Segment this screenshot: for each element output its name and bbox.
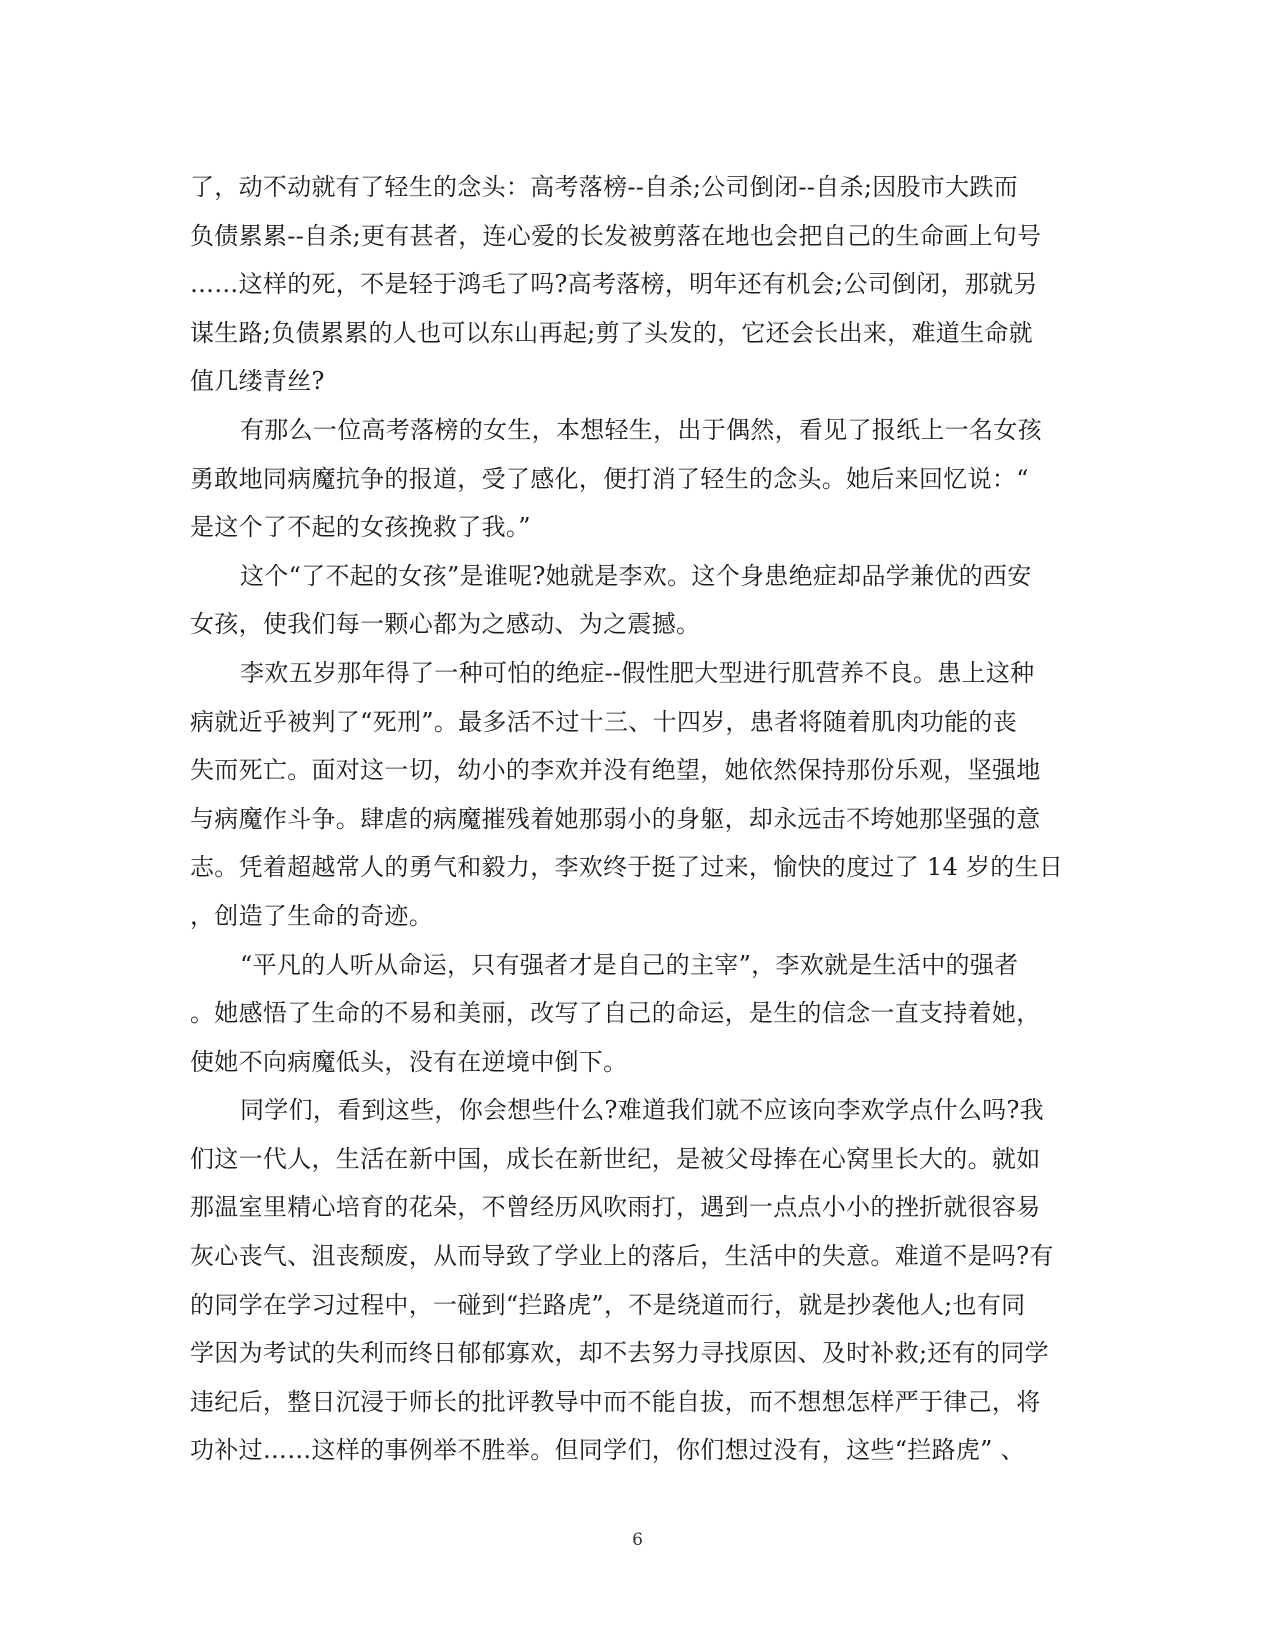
text-line: 志。凭着超越常人的勇气和毅力，李欢终于挺了过来，愉快的度过了 14 岁的生日 (190, 853, 1064, 882)
paragraph-first-line: 有那么一位高考落榜的女生，本想轻生，出于偶然，看见了报纸上一名女孩 (240, 415, 1042, 444)
text-line: 。她感悟了生命的不易和美丽，改写了自己的命运，是生的信念一直支持着她， (190, 999, 1041, 1028)
text-line: 勇敢地同病魔抗争的报道，受了感化，便打消了轻生的念头。她后来回忆说：“ (190, 464, 1029, 493)
page-number: 6 (632, 1530, 643, 1550)
text-line: 与病魔作斗争。肆虐的病魔摧残着她那弱小的身躯，却永远击不垮她那坚强的意 (190, 804, 1041, 833)
paragraph-first-line: 这个“了不起的女孩”是谁呢?她就是李欢。这个身患绝症却品学兼优的西安 (240, 561, 1032, 590)
text-line: 负债累累--自杀;更有甚者，连心爱的长发被剪落在地也会把自己的生命画上句号 (190, 221, 1042, 250)
text-line: 值几缕青丝? (190, 367, 325, 396)
paragraph-first-line: “平凡的人听从命运，只有强者才是自己的主宰”，李欢就是生活中的强者 (240, 950, 1019, 979)
text-line: ……这样的死，不是轻于鸿毛了吗?高考落榜，明年还有机会;公司倒闭，那就另 (190, 270, 1038, 299)
text-line: 女孩，使我们每一颗心都为之感动、为之震撼。 (190, 610, 701, 639)
text-line: 灰心丧气、沮丧颓废，从而导致了学业上的落后，生活中的失意。难道不是吗?有 (190, 1242, 1054, 1271)
text-line: ，创造了生命的奇迹。 (190, 901, 433, 930)
text-line: 功补过……这样的事例举不胜举。但同学们，你们想过没有，这些“拦路虎” 、 (190, 1436, 1025, 1465)
text-line: 违纪后，整日沉浸于师长的批评教导中而不能自拔，而不想想怎样严于律己，将 (190, 1387, 1041, 1416)
body-text (190, 163, 1080, 1475)
paragraph-first-line: 李欢五岁那年得了一种可怕的绝症--假性肥大型进行肌营养不良。患上这种 (240, 658, 1035, 687)
text-line: 的同学在学习过程中，一碰到“拦路虎”，不是绕道而行，就是抄袭他人;也有同 (190, 1290, 1026, 1319)
text-line: 是这个了不起的女孩挽救了我。” (190, 513, 531, 542)
paragraph-first-line: 同学们，看到这些，你会想些什么?难道我们就不应该向李欢学点什么吗?我 (240, 1096, 1044, 1125)
text-line: 了，动不动就有了轻生的念头：高考落榜--自杀;公司倒闭--自杀;因股市大跌而 (190, 173, 1019, 201)
text-line: 使她不向病魔低头，没有在逆境中倒下。 (190, 1047, 628, 1076)
text-line: 学因为考试的失利而终日郁郁寡欢，却不去努力寻找原因、及时补救;还有的同学 (190, 1339, 1049, 1368)
text-line: 失而死亡。面对这一切，幼小的李欢并没有绝望，她依然保持那份乐观，坚强地 (190, 756, 1041, 785)
text-line: 那温室里精心培育的花朵，不曾经历风吹雨打，遇到一点点小小的挫折就很容易 (190, 1193, 1041, 1222)
text-line: 谋生路;负债累累的人也可以东山再起;剪了头发的，它还会长出来，难道生命就 (190, 318, 1033, 347)
text-line: 病就近乎被判了“死刑”。最多活不过十三、十四岁，患者将随着肌肉功能的丧 (190, 707, 1018, 736)
text-line: 们这一代人，生活在新中国，成长在新世纪，是被父母捧在心窝里长大的。就如 (190, 1144, 1041, 1173)
